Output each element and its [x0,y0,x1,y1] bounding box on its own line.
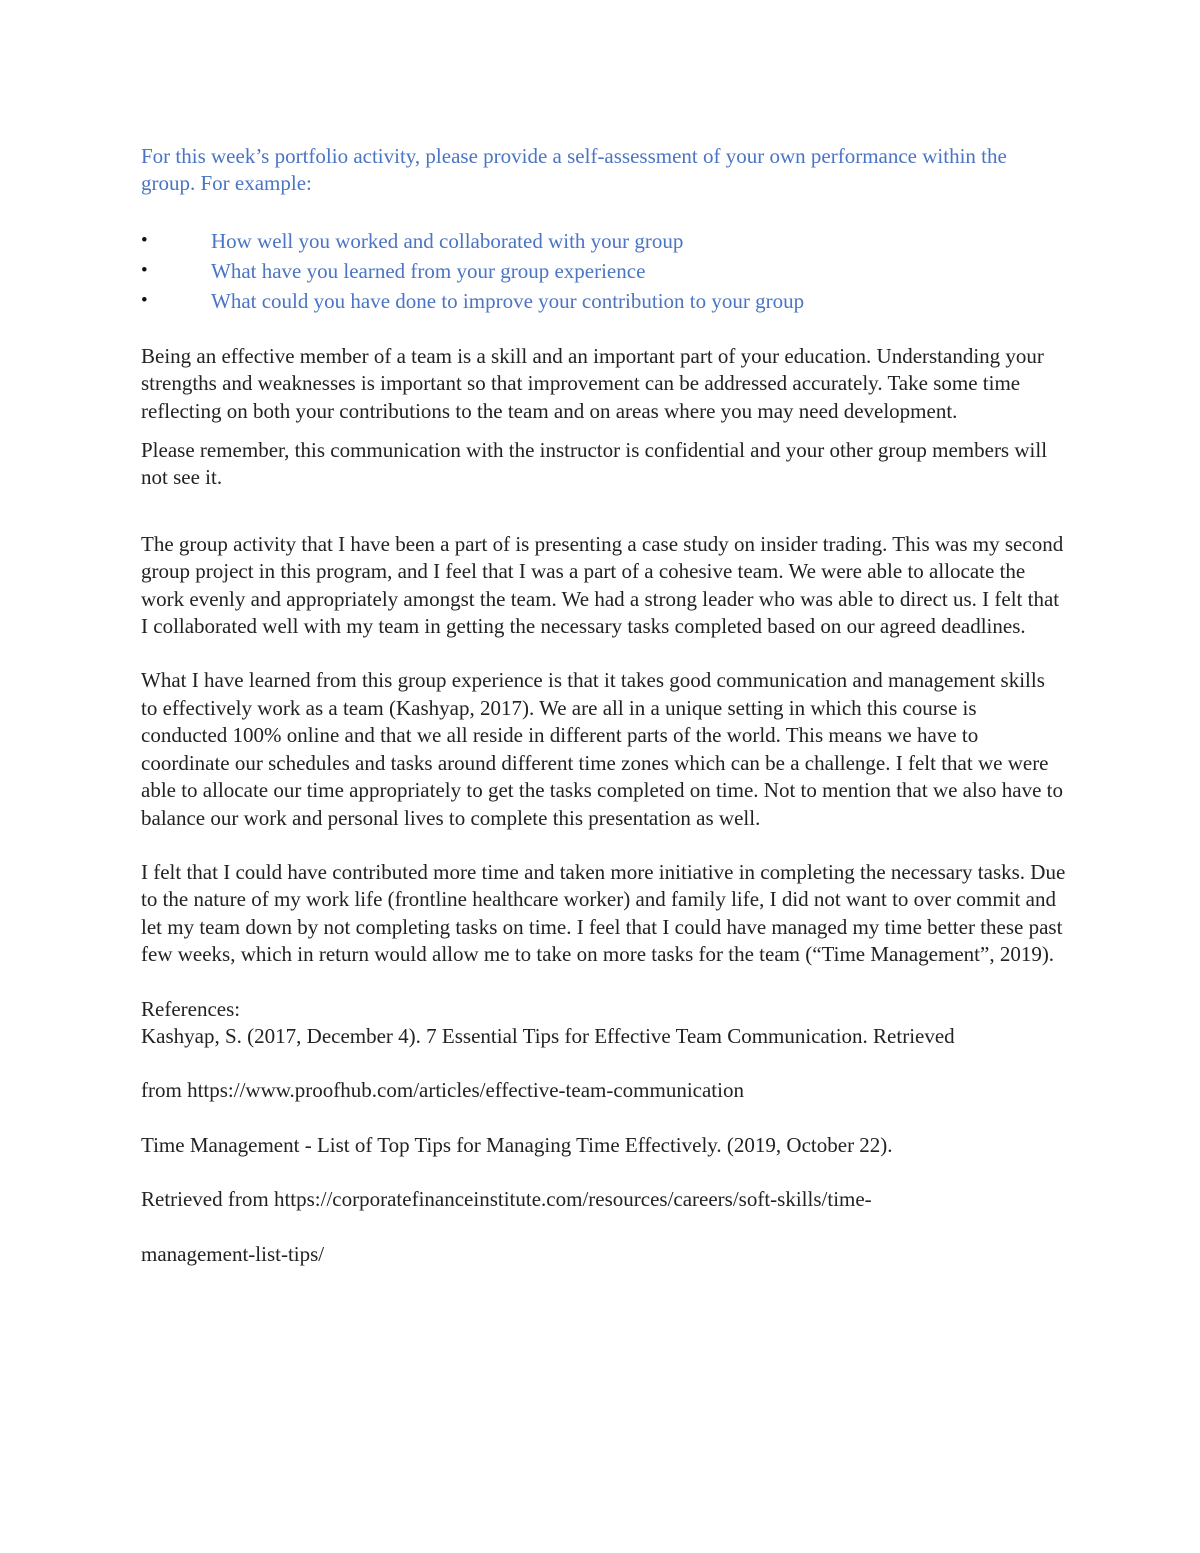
document-body [141,143,1066,1268]
references-heading: References: [141,996,241,1021]
reference-line: management-list-tips/ [141,1241,325,1266]
reference-line: Kashyap, S. (2017, December 4). 7 Essential Tips for Effective Team Communication. Retrieved [141,1023,955,1048]
instructions-paragraph: Being an effective member of a team is a skill and an important part of your education. Understanding your strengths and weaknesses is important so that improvement can be addressed accurately. Take some time reflecting on both your contributions to the team and on areas where you may need development. [141,343,1044,423]
response-paragraph-improvement: I felt that I could have contributed more time and taken more initiative in completing the necessary tasks. Due to the nature of my work life (frontline healthcare worker) and family life, I did not want to over commit and let my team down by not completing tasks on time. I feel that I could have managed my time better these past few weeks, which in return would allow me to take on more tasks for the team (“Time Management”, 2019). [141,859,1066,967]
prompt-intro: For this week’s portfolio activity, please provide a self-assessment of your own performance within the group. For example: [141,144,1007,196]
prompt-bullet-item [141,256,1066,286]
prompt-bullet-text: How well you worked and collaborated with your group [211,228,684,253]
reference-line: from https://www.proofhub.com/articles/effective-team-communication [141,1078,744,1103]
confidentiality-paragraph: Please remember, this communication with the instructor is confidential and your other group members will not see it. [141,438,1048,490]
bullet-icon: • [141,289,148,311]
reference-line: Time Management - List of Top Tips for Managing Time Effectively. (2019, October 22). [141,1132,893,1157]
prompt-bullet-text: What have you learned from your group experience [211,258,646,283]
prompt-bullet-item [141,226,1066,256]
bullet-icon: • [141,229,148,251]
prompt-bullet-list [141,226,1066,316]
response-paragraph-learning: What I have learned from this group experience is that it takes good communication and management skills to effectively work as a team (Kashyap, 2017). We are all in a unique setting in which this course is conducted 100% online and that we all reside in different parts of the world. This means we have to coordinate our schedules and tasks around different time zones which can be a challenge. I felt that we were able to allocate our time appropriately to get the tasks completed on time. Not to mention that we also have to balance our work and personal lives to complete this presentation as well. [141,668,1063,830]
reference-line: Retrieved from https://corporatefinanceinstitute.com/resources/careers/soft-skills/time- [141,1187,872,1212]
bullet-icon: • [141,259,148,281]
prompt-bullet-text: What could you have done to improve your contribution to your group [211,288,805,313]
references-section [141,996,1066,1268]
response-paragraph-collaboration: The group activity that I have been a part of is presenting a case study on insider trading. This was my second group project in this program, and I feel that I was a part of a cohesive team. We were able to allocate the work evenly and appropriately amongst the team. We had a strong leader who was able to direct us. I felt that I collaborated well with my team in getting the necessary tasks completed based on our agreed deadlines. [141,531,1064,639]
prompt-bullet-item [141,286,1066,316]
